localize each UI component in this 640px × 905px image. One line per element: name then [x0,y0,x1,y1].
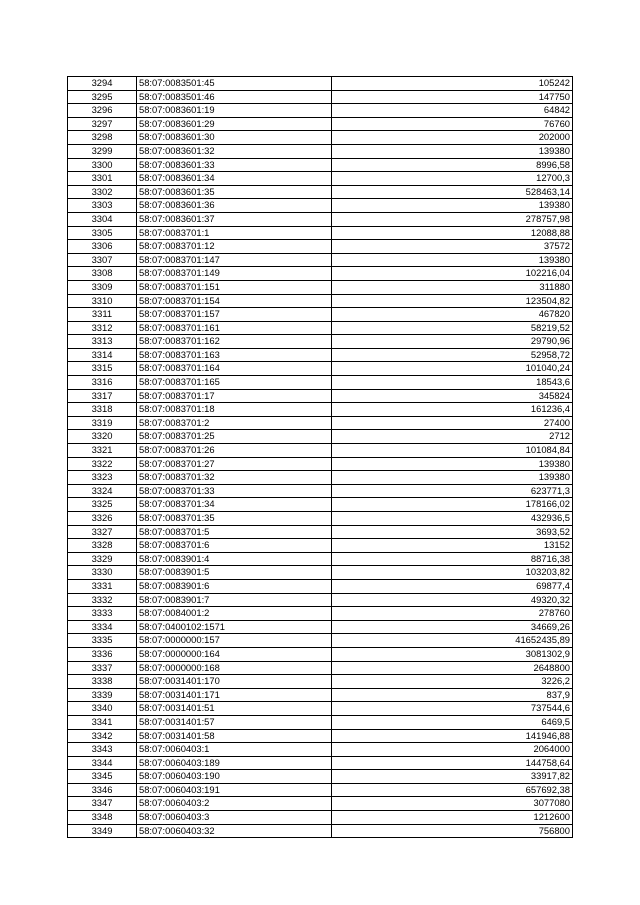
cadastral-value: 837,9 [332,688,573,702]
row-number: 3349 [68,824,137,838]
table-row [68,579,573,593]
row-number: 3331 [68,579,137,593]
row-number: 3317 [68,389,137,403]
cadastral-number: 58:07:0083601:36 [137,199,332,213]
table-row [68,212,573,226]
cadastral-number: 58:07:0060403:1 [137,743,332,757]
cadastral-value: 49320,32 [332,593,573,607]
row-number: 3299 [68,144,137,158]
cadastral-value: 41652435,89 [332,634,573,648]
cadastral-number: 58:07:0083701:32 [137,471,332,485]
row-number: 3345 [68,770,137,784]
row-number: 3318 [68,403,137,417]
cadastral-value: 3693,52 [332,525,573,539]
table-row [68,647,573,661]
cadastral-number: 58:07:0083601:34 [137,172,332,186]
cadastral-value: 27400 [332,416,573,430]
cadastral-number: 58:07:0083901:5 [137,566,332,580]
table-row [68,607,573,621]
cadastral-number: 58:07:0083501:46 [137,90,332,104]
cadastral-number: 58:07:0060403:2 [137,797,332,811]
cadastral-value: 528463,14 [332,185,573,199]
row-number: 3296 [68,104,137,118]
row-number: 3310 [68,294,137,308]
table-row [68,525,573,539]
cadastral-number: 58:07:0083701:154 [137,294,332,308]
cadastral-value: 18543,6 [332,376,573,390]
table-row [68,498,573,512]
cadastral-number: 58:07:0083601:32 [137,144,332,158]
cadastral-value: 101084,84 [332,444,573,458]
row-number: 3308 [68,267,137,281]
cadastral-number: 58:07:0060403:190 [137,770,332,784]
row-number: 3311 [68,308,137,322]
table-row [68,811,573,825]
cadastral-value: 3226,2 [332,675,573,689]
cadastral-number: 58:07:0083701:12 [137,240,332,254]
cadastral-value: 88716,38 [332,552,573,566]
cadastral-number: 58:07:0083601:29 [137,117,332,131]
cadastral-value: 141946,88 [332,729,573,743]
table-row [68,743,573,757]
cadastral-value: 29790,96 [332,335,573,349]
cadastral-number: 58:07:0083701:165 [137,376,332,390]
cadastral-value: 467820 [332,308,573,322]
cadastral-value: 178166,02 [332,498,573,512]
cadastral-number: 58:07:0083701:161 [137,321,332,335]
table-row [68,756,573,770]
row-number: 3335 [68,634,137,648]
cadastral-number: 58:07:0083701:33 [137,484,332,498]
row-number: 3324 [68,484,137,498]
cadastral-number: 58:07:0031401:171 [137,688,332,702]
cadastral-number: 58:07:0083701:157 [137,308,332,322]
table-body [68,77,573,838]
cadastral-value: 144758,64 [332,756,573,770]
row-number: 3313 [68,335,137,349]
table-row [68,797,573,811]
row-number: 3314 [68,348,137,362]
cadastral-value: 737544,6 [332,702,573,716]
cadastral-number: 58:07:0083701:1 [137,226,332,240]
table-row [68,715,573,729]
cadastral-number: 58:07:0083701:17 [137,389,332,403]
cadastral-number: 58:07:0083701:5 [137,525,332,539]
table-row [68,335,573,349]
row-number: 3344 [68,756,137,770]
row-number: 3319 [68,416,137,430]
table-row [68,552,573,566]
cadastral-number: 58:07:0083501:45 [137,77,332,91]
row-number: 3341 [68,715,137,729]
cadastral-value: 657692,38 [332,783,573,797]
table-row [68,172,573,186]
row-number: 3332 [68,593,137,607]
row-number: 3309 [68,280,137,294]
cadastral-value: 756800 [332,824,573,838]
row-number: 3321 [68,444,137,458]
table-row [68,185,573,199]
cadastral-number: 58:07:0000000:164 [137,647,332,661]
cadastral-value: 139380 [332,144,573,158]
cadastral-number: 58:07:0000000:157 [137,634,332,648]
cadastral-value: 76760 [332,117,573,131]
cadastral-value: 3077080 [332,797,573,811]
table-row [68,280,573,294]
cadastral-number: 58:07:0083701:26 [137,444,332,458]
cadastral-number: 58:07:0083601:30 [137,131,332,145]
cadastral-number: 58:07:0031401:51 [137,702,332,716]
cadastral-number: 58:07:0083901:4 [137,552,332,566]
cadastral-value: 102216,04 [332,267,573,281]
table-row [68,104,573,118]
table-row [68,240,573,254]
cadastral-number: 58:07:0083901:6 [137,579,332,593]
row-number: 3297 [68,117,137,131]
cadastral-number: 58:07:0060403:3 [137,811,332,825]
table-row [68,416,573,430]
cadastral-number: 58:07:0083601:35 [137,185,332,199]
cadastral-number: 58:07:0083701:149 [137,267,332,281]
cadastral-value: 147750 [332,90,573,104]
table-row [68,117,573,131]
table-row [68,362,573,376]
row-number: 3329 [68,552,137,566]
cadastral-value: 432936,5 [332,512,573,526]
cadastral-number: 58:07:0083701:2 [137,416,332,430]
cadastral-number: 58:07:0083701:162 [137,335,332,349]
cadastral-number: 58:07:0083701:147 [137,253,332,267]
cadastral-number: 58:07:0083701:164 [137,362,332,376]
cadastral-number: 58:07:0031401:57 [137,715,332,729]
cadastral-value: 101040,24 [332,362,573,376]
cadastral-value: 1212600 [332,811,573,825]
row-number: 3333 [68,607,137,621]
table-row [68,634,573,648]
table-row [68,308,573,322]
table-row [68,620,573,634]
cadastral-value: 345824 [332,389,573,403]
table-row [68,566,573,580]
row-number: 3316 [68,376,137,390]
cadastral-number: 58:07:0031401:170 [137,675,332,689]
cadastral-number: 58:07:0083601:33 [137,158,332,172]
cadastral-value: 12700,3 [332,172,573,186]
table-row [68,770,573,784]
cadastral-value: 623771,3 [332,484,573,498]
row-number: 3334 [68,620,137,634]
row-number: 3330 [68,566,137,580]
table-row [68,471,573,485]
table-row [68,444,573,458]
cadastral-value: 2712 [332,430,573,444]
table-row [68,783,573,797]
row-number: 3322 [68,457,137,471]
table-row [68,77,573,91]
table-row [68,593,573,607]
table-row [68,267,573,281]
row-number: 3320 [68,430,137,444]
row-number: 3347 [68,797,137,811]
table-row [68,321,573,335]
cadastral-number: 58:07:0084001:2 [137,607,332,621]
table-row [68,675,573,689]
cadastral-number: 58:07:0083701:163 [137,348,332,362]
row-number: 3338 [68,675,137,689]
cadastral-value: 3081302,9 [332,647,573,661]
table-row [68,729,573,743]
cadastral-value: 103203,82 [332,566,573,580]
row-number: 3339 [68,688,137,702]
row-number: 3307 [68,253,137,267]
table-row [68,539,573,553]
table-row [68,403,573,417]
table-row [68,389,573,403]
cadastral-number: 58:07:0083701:6 [137,539,332,553]
cadastral-value: 139380 [332,471,573,485]
row-number: 3301 [68,172,137,186]
cadastral-number: 58:07:0083701:25 [137,430,332,444]
row-number: 3348 [68,811,137,825]
row-number: 3346 [68,783,137,797]
cadastral-value: 58219,52 [332,321,573,335]
cadastral-value: 2648800 [332,661,573,675]
cadastral-number: 58:07:0031401:58 [137,729,332,743]
table-row [68,457,573,471]
cadastral-value: 64842 [332,104,573,118]
cadastral-number: 58:07:0083701:27 [137,457,332,471]
table-row [68,253,573,267]
cadastral-number: 58:07:0083901:7 [137,593,332,607]
cadastral-value: 278757,98 [332,212,573,226]
cadastral-number: 58:07:0083701:35 [137,512,332,526]
cadastral-number: 58:07:0060403:189 [137,756,332,770]
row-number: 3336 [68,647,137,661]
table-row [68,484,573,498]
row-number: 3303 [68,199,137,213]
cadastral-value: 278760 [332,607,573,621]
row-number: 3295 [68,90,137,104]
table-row [68,661,573,675]
cadastral-value: 52958,72 [332,348,573,362]
cadastral-number: 58:07:0083601:19 [137,104,332,118]
cadastral-number: 58:07:0400102:1571 [137,620,332,634]
cadastral-value: 139380 [332,457,573,471]
table-row [68,294,573,308]
table-row [68,226,573,240]
row-number: 3298 [68,131,137,145]
table-row [68,90,573,104]
cadastral-value: 311880 [332,280,573,294]
row-number: 3326 [68,512,137,526]
table-row [68,702,573,716]
row-number: 3342 [68,729,137,743]
cadastral-value: 6469,5 [332,715,573,729]
table-row [68,199,573,213]
cadastral-value: 69877,4 [332,579,573,593]
row-number: 3304 [68,212,137,226]
row-number: 3306 [68,240,137,254]
table-row [68,824,573,838]
row-number: 3343 [68,743,137,757]
cadastral-value: 13152 [332,539,573,553]
table-row [68,144,573,158]
cadastral-number: 58:07:0083701:151 [137,280,332,294]
cadastral-number: 58:07:0060403:191 [137,783,332,797]
cadastral-value: 123504,82 [332,294,573,308]
row-number: 3294 [68,77,137,91]
cadastral-value: 105242 [332,77,573,91]
row-number: 3325 [68,498,137,512]
table-row [68,376,573,390]
table-row [68,430,573,444]
row-number: 3327 [68,525,137,539]
cadastral-value: 8996,58 [332,158,573,172]
cadastral-value: 161236,4 [332,403,573,417]
cadastral-number: 58:07:0083701:18 [137,403,332,417]
cadastral-number: 58:07:0000000:168 [137,661,332,675]
cadastral-value-table [67,76,573,838]
cadastral-value: 12088,88 [332,226,573,240]
table-row [68,688,573,702]
row-number: 3340 [68,702,137,716]
cadastral-value: 139380 [332,253,573,267]
row-number: 3305 [68,226,137,240]
row-number: 3300 [68,158,137,172]
table-row [68,348,573,362]
cadastral-number: 58:07:0083701:34 [137,498,332,512]
table-row [68,131,573,145]
row-number: 3323 [68,471,137,485]
row-number: 3312 [68,321,137,335]
row-number: 3315 [68,362,137,376]
table-row [68,158,573,172]
cadastral-value: 2064000 [332,743,573,757]
cadastral-value: 139380 [332,199,573,213]
cadastral-value: 34669,26 [332,620,573,634]
row-number: 3337 [68,661,137,675]
row-number: 3302 [68,185,137,199]
cadastral-number: 58:07:0083601:37 [137,212,332,226]
cadastral-number: 58:07:0060403:32 [137,824,332,838]
row-number: 3328 [68,539,137,553]
cadastral-value: 37572 [332,240,573,254]
table-row [68,512,573,526]
cadastral-value: 202000 [332,131,573,145]
cadastral-value: 33917,82 [332,770,573,784]
